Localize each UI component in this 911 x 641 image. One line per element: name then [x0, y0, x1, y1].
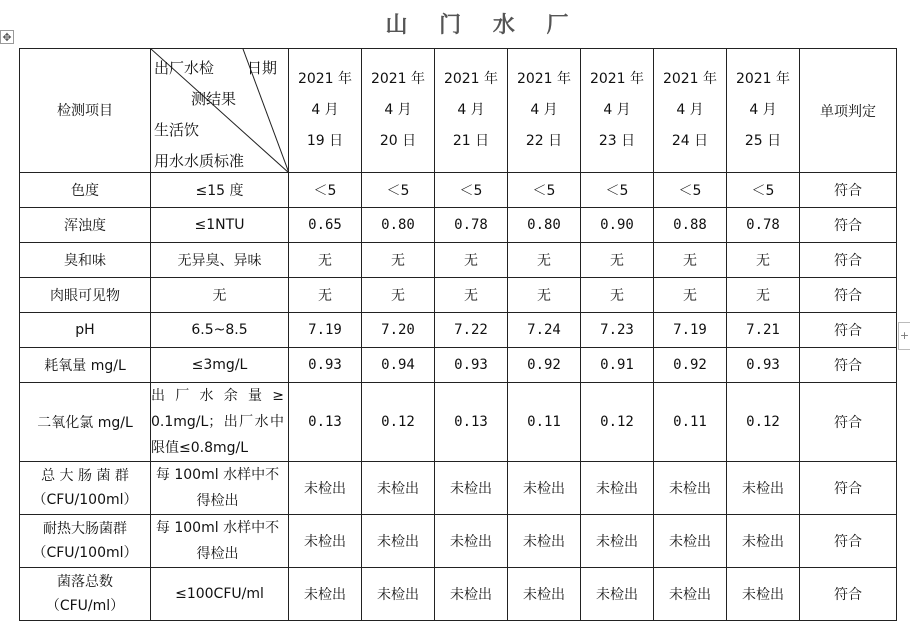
row-value-day-7[interactable]: 无: [727, 278, 800, 313]
row-item-cell[interactable]: [20, 208, 151, 243]
row-item-cell[interactable]: [20, 243, 151, 278]
row-value-day-3[interactable]: 未检出: [435, 515, 508, 568]
header-date-1[interactable]: [289, 49, 362, 173]
row-item-unit: （CFU/100ml）: [32, 545, 138, 561]
row-value-day-1[interactable]: 无: [289, 243, 362, 278]
row-value-day-4[interactable]: 0.80: [508, 208, 581, 243]
row-value-day-3[interactable]: 7.22: [435, 313, 508, 348]
row-value-day-6[interactable]: 0.92: [654, 348, 727, 383]
header-date-month: 4 月: [749, 102, 777, 118]
row-item-label: 二氧化氯 mg/L: [37, 415, 133, 431]
header-date-5[interactable]: [581, 49, 654, 173]
water-quality-table: [19, 48, 897, 621]
row-value-day-5[interactable]: 无: [581, 278, 654, 313]
row-value-day-2[interactable]: 未检出: [362, 515, 435, 568]
header-date-day: 24 日: [671, 133, 709, 149]
row-standard[interactable]: ≤1NTU: [151, 208, 289, 243]
header-date-month: 4 月: [676, 102, 704, 118]
row-value-day-5[interactable]: 7.23: [581, 313, 654, 348]
table-row: [20, 568, 897, 621]
row-item-cell[interactable]: [20, 462, 151, 515]
row-value-day-7[interactable]: 未检出: [727, 462, 800, 515]
header-row: [20, 49, 897, 173]
row-item-label: 浑浊度: [64, 218, 106, 234]
row-value-day-6[interactable]: 0.88: [654, 208, 727, 243]
row-value-day-5[interactable]: 未检出: [581, 568, 654, 621]
header-diag-bottom-1: 生活饮: [154, 121, 200, 139]
row-item-cell[interactable]: [20, 278, 151, 313]
row-value-day-2[interactable]: 0.94: [362, 348, 435, 383]
row-item-cell[interactable]: [20, 383, 151, 462]
page-title: 山 门 水 厂: [385, 13, 581, 38]
row-value-day-1[interactable]: 无: [289, 278, 362, 313]
row-value-day-5[interactable]: 0.90: [581, 208, 654, 243]
row-value-day-7[interactable]: 未检出: [727, 568, 800, 621]
header-date-day: 21 日: [452, 133, 490, 149]
row-value-day-6[interactable]: 0.11: [654, 383, 727, 462]
header-date-year: 2021 年: [662, 71, 718, 87]
row-value-day-4[interactable]: 0.11: [508, 383, 581, 462]
header-date-month: 4 月: [530, 102, 558, 118]
header-date-month: 4 月: [384, 102, 412, 118]
header-date-year: 2021 年: [443, 71, 499, 87]
row-standard[interactable]: ≤15 度: [151, 173, 289, 208]
row-value-day-2[interactable]: 无: [362, 278, 435, 313]
row-value-day-1[interactable]: 0.13: [289, 383, 362, 462]
header-date-month: 4 月: [603, 102, 631, 118]
header-date-day: 23 日: [598, 133, 636, 149]
header-judge-label[interactable]: 单项判定: [800, 49, 897, 173]
row-value-day-4[interactable]: 未检出: [508, 515, 581, 568]
row-value-day-6[interactable]: 未检出: [654, 515, 727, 568]
header-date-day: 19 日: [306, 133, 344, 149]
header-diag-top-right: 日期: [247, 59, 278, 77]
row-item-unit: （CFU/100ml）: [32, 492, 138, 508]
row-judgement[interactable]: 符合: [800, 348, 897, 383]
table-row: [20, 383, 897, 462]
row-value-day-6[interactable]: 未检出: [654, 462, 727, 515]
row-standard[interactable]: 出 厂 水 余 量 ≥ 0.1mg/L；出厂水中限值≤0.8mg/L: [151, 383, 289, 462]
row-standard[interactable]: ≤100CFU/ml: [151, 568, 289, 621]
table-row: [20, 278, 897, 313]
header-date-month: 4 月: [457, 102, 485, 118]
row-value-day-4[interactable]: 无: [508, 278, 581, 313]
row-value-day-6[interactable]: ＜5: [654, 173, 727, 208]
row-value-day-7[interactable]: ＜5: [727, 173, 800, 208]
table-row: [20, 313, 897, 348]
header-date-year: 2021 年: [516, 71, 572, 87]
row-value-day-3[interactable]: 未检出: [435, 568, 508, 621]
row-value-day-1[interactable]: 未检出: [289, 515, 362, 568]
row-value-day-3[interactable]: 无: [435, 243, 508, 278]
row-item-label: 肉眼可见物: [50, 288, 120, 304]
row-value-day-5[interactable]: 0.91: [581, 348, 654, 383]
table-add-column-icon[interactable]: +: [898, 322, 910, 350]
row-value-day-2[interactable]: 未检出: [362, 568, 435, 621]
row-value-day-1[interactable]: 未检出: [289, 462, 362, 515]
row-value-day-5[interactable]: 未检出: [581, 515, 654, 568]
row-judgement[interactable]: 符合: [800, 243, 897, 278]
row-value-day-5[interactable]: ＜5: [581, 173, 654, 208]
header-diag-top-left: 出厂水检: [154, 59, 215, 77]
row-item-cell[interactable]: [20, 515, 151, 568]
row-standard[interactable]: 每 100ml 水样中不得检出: [151, 462, 289, 515]
row-value-day-7[interactable]: 0.93: [727, 348, 800, 383]
row-value-day-4[interactable]: 0.92: [508, 348, 581, 383]
row-value-day-1[interactable]: 未检出: [289, 568, 362, 621]
header-date-day: 25 日: [744, 133, 782, 149]
row-value-day-3[interactable]: 无: [435, 278, 508, 313]
header-date-day: 22 日: [525, 133, 563, 149]
row-value-day-5[interactable]: 未检出: [581, 462, 654, 515]
row-value-day-2[interactable]: 0.80: [362, 208, 435, 243]
row-value-day-1[interactable]: 7.19: [289, 313, 362, 348]
header-date-year: 2021 年: [297, 71, 353, 87]
row-item-unit: （CFU/ml）: [45, 598, 125, 614]
row-judgement[interactable]: 符合: [800, 462, 897, 515]
row-value-day-1[interactable]: 0.93: [289, 348, 362, 383]
row-value-day-4[interactable]: 7.24: [508, 313, 581, 348]
header-date-month: 4 月: [311, 102, 339, 118]
table-row: [20, 243, 897, 278]
row-item-label: 色度: [71, 183, 99, 199]
header-date-day: 20 日: [379, 133, 417, 149]
row-standard[interactable]: 每 100ml 水样中不得检出: [151, 515, 289, 568]
row-value-day-3[interactable]: 0.78: [435, 208, 508, 243]
row-value-day-1[interactable]: 0.65: [289, 208, 362, 243]
row-item-label: 总 大 肠 菌 群: [41, 468, 129, 484]
header-date-year: 2021 年: [735, 71, 791, 87]
header-date-4[interactable]: [508, 49, 581, 173]
row-value-day-3[interactable]: ＜5: [435, 173, 508, 208]
row-item-label: 耐热大肠菌群: [43, 521, 127, 537]
header-diag-middle: 测结果: [191, 90, 237, 108]
row-value-day-5[interactable]: 0.12: [581, 383, 654, 462]
table-row: [20, 515, 897, 568]
row-value-day-3[interactable]: 0.93: [435, 348, 508, 383]
row-value-day-3[interactable]: 0.13: [435, 383, 508, 462]
table-row: [20, 462, 897, 515]
row-item-label: 菌落总数: [57, 574, 113, 590]
row-value-day-2[interactable]: 无: [362, 243, 435, 278]
row-item-cell[interactable]: [20, 313, 151, 348]
row-value-day-2[interactable]: ＜5: [362, 173, 435, 208]
row-item-cell[interactable]: [20, 173, 151, 208]
row-value-day-7[interactable]: 无: [727, 243, 800, 278]
row-value-day-6[interactable]: 未检出: [654, 568, 727, 621]
header-diag-bottom-2: 用水水质标准: [154, 152, 245, 170]
row-value-day-4[interactable]: ＜5: [508, 173, 581, 208]
row-item-label: 臭和味: [64, 253, 106, 269]
row-standard[interactable]: 6.5~8.5: [151, 313, 289, 348]
row-value-day-7[interactable]: 未检出: [727, 515, 800, 568]
row-item-label: 耗氧量 mg/L: [44, 358, 126, 374]
header-date-3[interactable]: [435, 49, 508, 173]
header-date-year: 2021 年: [589, 71, 645, 87]
row-value-day-6[interactable]: 7.19: [654, 313, 727, 348]
row-value-day-7[interactable]: 0.12: [727, 383, 800, 462]
row-item-cell[interactable]: [20, 568, 151, 621]
row-value-day-6[interactable]: 无: [654, 278, 727, 313]
table-row: [20, 173, 897, 208]
row-value-day-1[interactable]: ＜5: [289, 173, 362, 208]
row-item-label: pH: [75, 322, 95, 338]
row-judgement[interactable]: 符合: [800, 208, 897, 243]
header-date-year: 2021 年: [370, 71, 426, 87]
row-standard[interactable]: ≤3mg/L: [151, 348, 289, 383]
table-row: [20, 348, 897, 383]
row-judgement[interactable]: 符合: [800, 173, 897, 208]
row-item-cell[interactable]: [20, 348, 151, 383]
row-value-day-7[interactable]: 7.21: [727, 313, 800, 348]
table-move-handle-icon[interactable]: ✥: [0, 30, 14, 44]
header-item-label[interactable]: 检测项目: [20, 49, 151, 173]
row-value-day-4[interactable]: 未检出: [508, 568, 581, 621]
header-date-7[interactable]: [727, 49, 800, 173]
row-value-day-3[interactable]: 未检出: [435, 462, 508, 515]
row-standard[interactable]: 无: [151, 278, 289, 313]
row-value-day-2[interactable]: 0.12: [362, 383, 435, 462]
row-value-day-4[interactable]: 无: [508, 243, 581, 278]
row-judgement[interactable]: 符合: [800, 278, 897, 313]
table-row: [20, 208, 897, 243]
row-value-day-6[interactable]: 无: [654, 243, 727, 278]
row-judgement[interactable]: 符合: [800, 515, 897, 568]
row-judgement[interactable]: 符合: [800, 568, 897, 621]
row-judgement[interactable]: 符合: [800, 383, 897, 462]
header-diagonal-cell[interactable]: [151, 49, 289, 173]
row-value-day-5[interactable]: 无: [581, 243, 654, 278]
header-date-6[interactable]: [654, 49, 727, 173]
row-judgement[interactable]: 符合: [800, 313, 897, 348]
row-value-day-2[interactable]: 7.20: [362, 313, 435, 348]
header-date-2[interactable]: [362, 49, 435, 173]
row-value-day-7[interactable]: 0.78: [727, 208, 800, 243]
row-value-day-2[interactable]: 未检出: [362, 462, 435, 515]
row-standard[interactable]: 无异臭、异味: [151, 243, 289, 278]
row-value-day-4[interactable]: 未检出: [508, 462, 581, 515]
